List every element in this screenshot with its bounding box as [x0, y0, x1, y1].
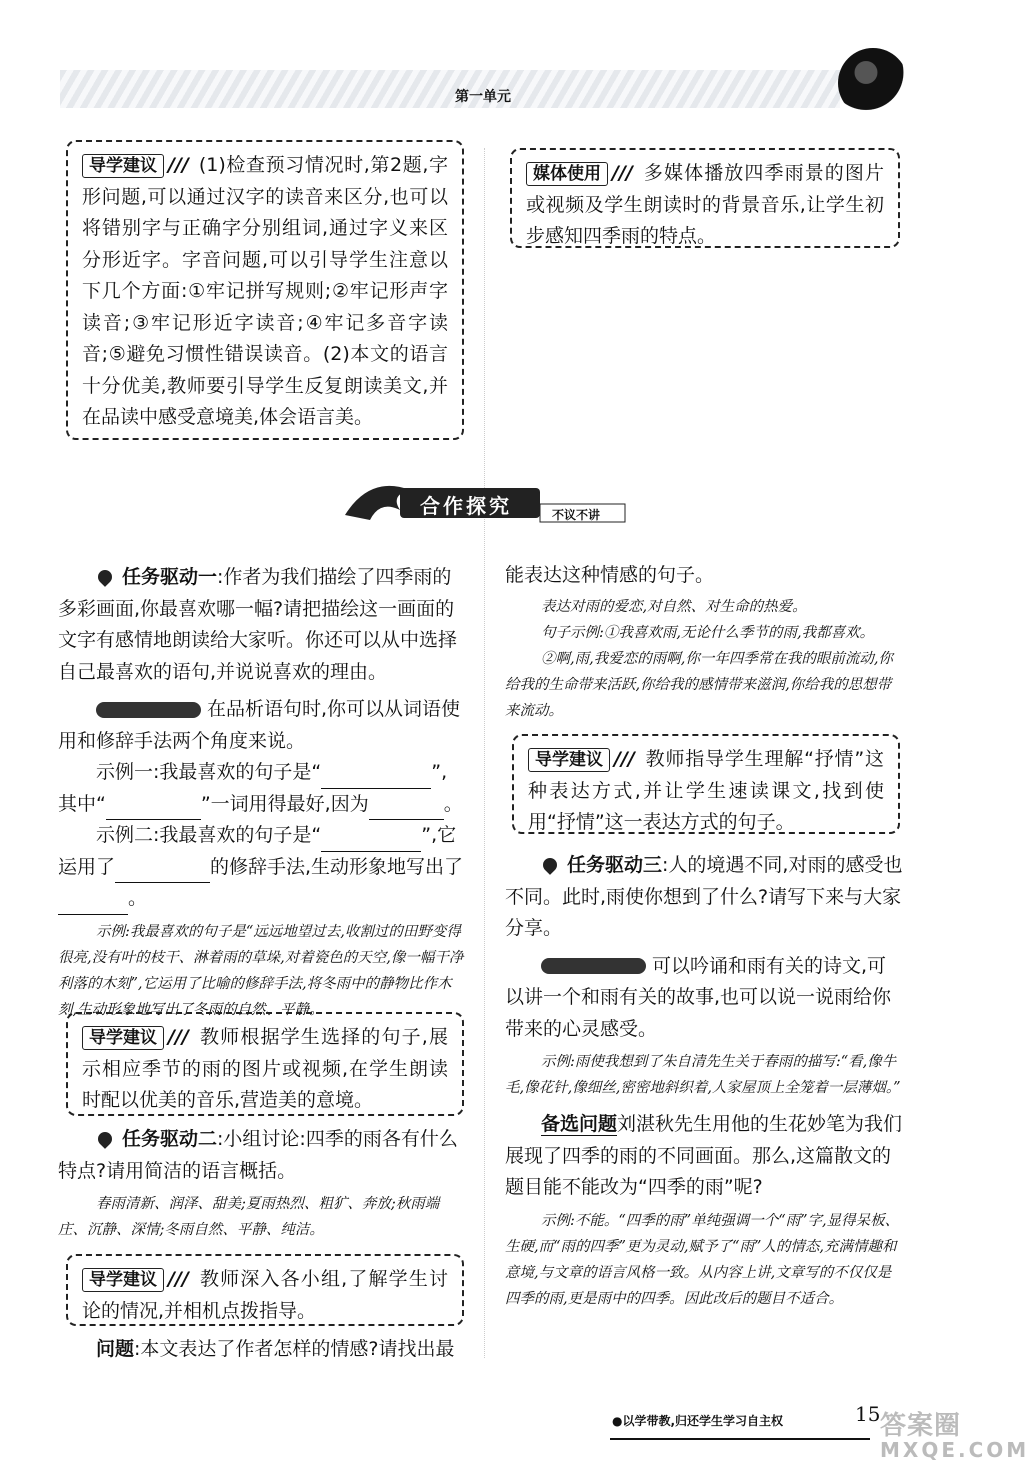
footer-slogan: ●以学带教,归还学生学习自主权 — [612, 1414, 784, 1428]
ex2-d: 。 — [128, 887, 148, 909]
watermark-logo: 答案圈 — [880, 1411, 962, 1441]
task2-label: 任务驱动二 — [122, 1128, 218, 1150]
guide-box-left-3 — [66, 1254, 464, 1326]
section-banner — [340, 470, 630, 530]
guide-tag: 导学建议 — [82, 154, 164, 178]
pin-icon — [540, 855, 560, 875]
media-text: 多媒体播放四季雨景的图片或视频及学生朗读时的背景音乐,让学生初步感知四季雨的特点。 — [526, 162, 884, 247]
ex2-c: 的修辞手法,生动形象地写出了 — [210, 855, 464, 878]
right-column — [505, 560, 905, 724]
question-label: 问题 — [96, 1338, 135, 1360]
ex2-a: 示例二:我最喜欢的句子是“ — [96, 824, 322, 846]
extra-text: 刘湛秋先生用他的生花妙笔为我们展现了四季的雨的不同画面。那么,这篇散文的题目能不能改为“四季的雨”呢? — [505, 1113, 903, 1198]
answer3: 示例:雨使我想到了朱自清先生关于春雨的描写:“看,像牛毛,像花针,像细丝,密密地斜织着,人家屋顶上全笼着一层薄烟。” — [505, 1054, 901, 1096]
hint-smear — [541, 958, 646, 974]
blank — [321, 766, 431, 789]
answer4: 示例:不能。“四季的雨”单纯强调一个“雨”字,显得呆板、生硬,而“雨的四季”更为灵动,赋予了“雨”人的情态,充满情趣和意境,与文章的语言风格一致。从内容上讲,文章写的不仅仅是四季的雨,更是雨中的四季。因此改后的题目不适合。 — [505, 1212, 900, 1307]
guide-tag: 导学建议 — [528, 748, 610, 772]
extra-label: 备选问题 — [541, 1113, 618, 1135]
ex1-d: 。 — [443, 792, 463, 815]
pin-icon — [95, 1129, 115, 1149]
guide-text: 教师根据学生选择的句子,展示相应季节的雨的图片或视频,在学生朗读时配以优美的音乐,营造美的意境。 — [82, 1026, 448, 1111]
hint1-text: 在品析语句时,你可以从词语使用和修辞手法两个角度来说。 — [58, 698, 461, 752]
guide-text: 教师深入各小组,了解学生讨论的情况,并相机点拨指导。 — [82, 1268, 448, 1322]
task2 — [58, 1124, 466, 1187]
guide-text: (1)检查预习情况时,第2题,字形问题,可以通过汉字的读音来区分,也可以将错别字与正确字分别组词,通过字义来区分形近字。字音问题,可以引导学生注意以下几个方面:①牢记拼写规则;②牢记形声字读音;③牢记形近字读音;④牢记多音字读音;⑤避免习惯性错误读音。(2)本文的语言十分优美,教师要引导学生反复朗读美文,并在品读中感受意境美,体会语言美。 — [82, 154, 448, 428]
hint-smear — [96, 702, 201, 718]
ex1-c: ”一词用得最好,因为 — [200, 792, 369, 815]
task1 — [58, 562, 466, 688]
header-band — [60, 70, 840, 108]
task2-text: :小组讨论:四季的雨各有什么特点?请用简洁的语言概括。 — [58, 1128, 458, 1182]
column-divider — [484, 148, 485, 1358]
right-column-2 — [505, 850, 905, 1320]
task1-label: 任务驱动一 — [122, 566, 218, 588]
left-column-2 — [58, 1124, 466, 1251]
question-text: :本文表达了作者怎样的情感?请找出最 — [134, 1338, 455, 1360]
media-tag: 媒体使用 — [526, 162, 608, 186]
hint3 — [505, 951, 905, 1046]
question-cont: 能表达这种情感的句子。 — [505, 564, 715, 586]
extra-question — [505, 1109, 905, 1204]
banner-title: 合作探究 — [420, 494, 512, 518]
blank — [58, 892, 128, 915]
guide-box-top-left — [66, 140, 464, 440]
guide-tag: 导学建议 — [82, 1026, 164, 1050]
hint3-text: 可以吟诵和雨有关的诗文,可以讲一个和雨有关的故事,也可以说一说雨给你带来的心灵感受。 — [505, 954, 892, 1040]
left-column — [58, 562, 466, 1031]
slash-icon: /// — [614, 748, 635, 770]
blank — [115, 860, 210, 883]
ex1-b: ”,其中“ — [58, 761, 448, 815]
example2 — [58, 820, 466, 915]
media-box — [510, 148, 900, 248]
task3-text: :人的境遇不同,对雨的感受也不同。此时,雨使你想到了什么?请写下来与大家分享。 — [505, 854, 903, 939]
blank — [106, 797, 201, 820]
task3 — [505, 850, 905, 945]
guide-text: 教师指导学生理解“抒情”这种表达方式,并让学生速读课文,找到使用“抒情”这一表达方式的句子。 — [528, 748, 884, 833]
example1 — [58, 757, 466, 820]
watermark-url: MXQE.COM — [880, 1438, 1029, 1462]
blank — [369, 797, 444, 820]
hint1 — [58, 694, 466, 757]
answer-sentence-1: 句子示例:①我喜欢雨,无论什么季节的雨,我都喜欢。 — [541, 624, 875, 641]
answer-emotion: 表达对雨的爱恋,对自然、对生命的热爱。 — [541, 598, 807, 615]
page-number: 15 — [855, 1402, 881, 1426]
guide-box-left-2 — [66, 1012, 464, 1116]
slash-icon: /// — [168, 154, 189, 176]
mascot-icon — [838, 48, 908, 118]
guide-box-right — [512, 734, 900, 834]
footer-line — [610, 1438, 870, 1440]
task3-label: 任务驱动三 — [567, 854, 663, 876]
answer-sentence-2: ②啊,雨,我爱恋的雨啊,你一年四季常在我的眼前流动,你给我的生命带来活跃,你给我的感情带来滋润,你给我的思想带来流动。 — [505, 650, 893, 719]
slash-icon: /// — [612, 162, 633, 184]
question — [58, 1334, 466, 1366]
ex1-a: 示例一:我最喜欢的句子是“ — [96, 761, 322, 783]
pin-icon — [95, 567, 115, 587]
ex2-b: ”,它运用了 — [58, 824, 457, 878]
banner-subtitle: 不议不讲 — [552, 508, 601, 522]
slash-icon: /// — [168, 1268, 189, 1290]
task1-text: :作者为我们描绘了四季雨的多彩画面,你最喜欢哪一幅?请把描绘这一画面的文字有感情地朗读给大家听。你还可以从中选择自己最喜欢的语句,并说说喜欢的理由。 — [58, 566, 458, 683]
blank — [321, 829, 421, 852]
answer1: 示例:我最喜欢的句子是“远远地望过去,收割过的田野变得很亮,没有叶的枝干、淋着雨的草垛,对着瓷色的天空,像一幅干净利落的木刻”,它运用了比喻的修辞手法,将冬雨中的静物比作木刻,生动形象地写出了冬雨的自然、平静。 — [58, 923, 464, 1018]
slash-icon: /// — [168, 1026, 189, 1048]
answer2: 春雨清新、润泽、甜美;夏雨热烈、粗犷、奔放;秋雨端庄、沉静、深情;冬雨自然、平静、纯洁。 — [58, 1196, 440, 1238]
unit-title: 第一单元 — [455, 89, 511, 105]
guide-tag: 导学建议 — [82, 1268, 164, 1292]
